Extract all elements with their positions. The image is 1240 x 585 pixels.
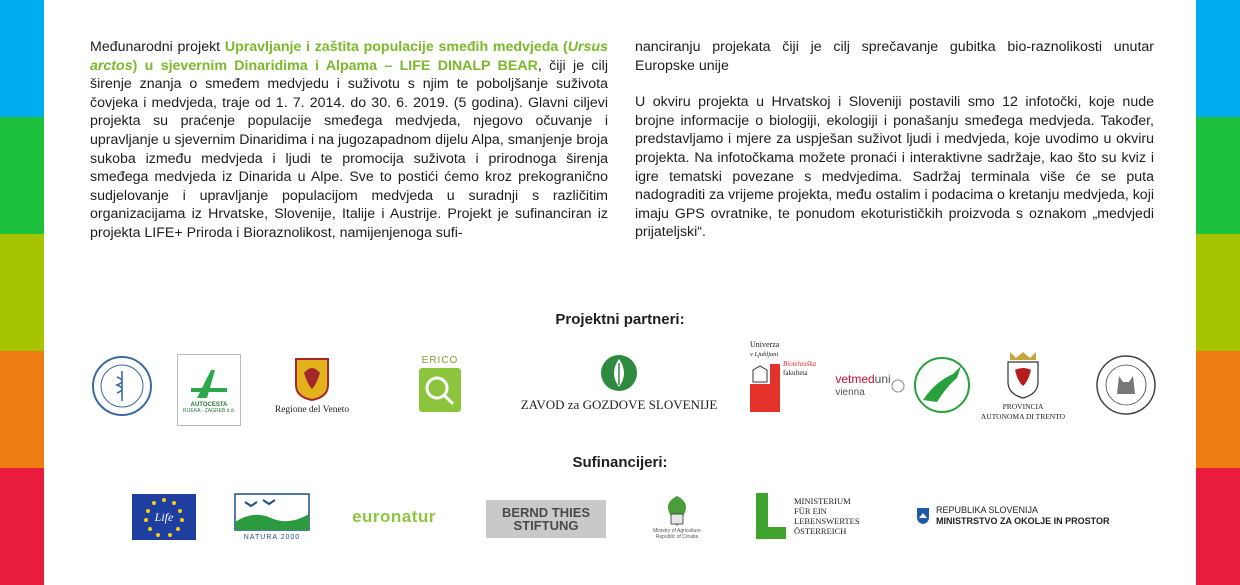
project-intro-paragraph — [90, 38, 608, 243]
band-blue — [1196, 0, 1240, 117]
austria-line2: FÜR EIN — [794, 506, 827, 516]
lynx-project-logo — [1094, 353, 1158, 417]
austria-line1: MINISTERIUM — [794, 496, 851, 506]
agriculture-ministry-logo — [640, 488, 714, 546]
seal-icon — [91, 355, 153, 417]
thies-line2: STIFTUNG — [513, 518, 579, 533]
infopoints-paragraph: U okviru projekta u Hrvatskoj i Sloveniji postavili smo 12 infotočki, koje nude brojne informacije o biologiji, ekologiji i ponašanju smeđega medvjeda. Također, predstavljamo i mjere za uspješan suživot ljudi i medvjeda, koje uvodimo u okviru projekta. Na infotočkama možete pronaći i interaktivne sadržaje, kao što su kviz i igre tematski povezane s medvjedima. Sadržaj terminala više će se puta nadograditi za vrijeme projekta, među ostalim i podacima o kretanju medvjeda, koji imaju GPS ovratnike, te ponudom ekoturističkih proizvoda s oznakom „medvjedi prijateljski“. — [635, 94, 1154, 241]
project-title-part: Upravljanje i zaštita populacije smeđih medvjeda ( — [224, 39, 568, 55]
birds-landscape-icon — [233, 492, 311, 532]
natura-label: NATURA 2000 — [243, 533, 301, 541]
uni-line2: v Ljubljani — [750, 351, 779, 358]
ministry-emblem-icon — [661, 494, 693, 528]
autoceste-logo — [177, 354, 241, 426]
eu-paragraph: nanciranju projekata čiji je cilj sprečavanje gubitka bio-raznolikosti unutar Europske unije — [635, 39, 1154, 74]
autoceste-sub: RIJEKA - ZAGREB d.d. — [183, 408, 235, 414]
euronatur-logo — [334, 504, 454, 530]
ljubljana-biotech-logo — [750, 340, 816, 420]
band-blue — [0, 0, 44, 117]
slovenia-line1: REPUBLIKA SLOVENIJA — [936, 505, 1039, 515]
slovenia-ministry-logo — [916, 502, 1136, 530]
zgs-logo — [514, 350, 724, 416]
band-red — [1196, 468, 1240, 585]
deer-icon — [913, 356, 971, 414]
lynx-icon — [1095, 354, 1157, 416]
text-column-left — [90, 38, 608, 243]
autoceste-name: AUTOCESTA — [190, 402, 228, 408]
lion-shield-icon — [294, 357, 330, 401]
road-icon — [187, 366, 231, 402]
slovenia-coat-icon — [916, 507, 930, 525]
austria-line4: ÖSTERREICH — [794, 526, 847, 536]
trento-line2: AUTONOMA DI TRENTO — [980, 412, 1066, 421]
uni-red-text: Biotehniška — [783, 360, 817, 368]
erico-name: ERICO — [421, 354, 459, 366]
association-seal-logo — [90, 352, 154, 420]
zgs-name: ZAVOD za GOZDOVE SLOVENIJE — [520, 397, 718, 412]
trento-logo — [978, 346, 1068, 426]
band-red — [0, 468, 44, 585]
intro-body-text: , čiji je cilj širenje znanja o smeđem medvjedu i suživotu s njim te poboljšanje suživota čovjeka i medvjeda, traje od 1. 7. 2014. do 30. 6. 2019. (5 godina). Glavni ciljevi projekta su praćenje populacije smeđega medvjeda, njegovo očuvanje i upravljanje u sjevernim Dinaridima i na jugozapadnom dijelu Alpa, smanjenje broja sukoba između medvjeda i ljudi te promocija suživota i prirodnoga širenja smeđega medvjeda iz Dinarida u Alpe. Sve to postići ćemo kroz prekogranično sudjelovanje i upravljanje populacijom medvjeda u suradnji s različitim organizacijama iz Hrvatske, Slovenije, Italije i Austrije. Projekt je sufinanciran iz projekta LIFE+ Priroda i Bioraznolikost, namijenjenoga sufi- — [90, 57, 608, 241]
band-orange — [0, 351, 44, 468]
austria-line3: LEBENSWERTES — [794, 516, 860, 526]
band-green — [1196, 117, 1240, 234]
euronatur-label: euronatur — [352, 507, 436, 526]
deer-logo — [912, 354, 972, 416]
band-lime — [1196, 234, 1240, 351]
partners-heading: Projektni partneri: — [555, 311, 685, 328]
natura2000-logo — [232, 488, 312, 544]
veneto-logo — [266, 350, 358, 422]
leaf-icon — [417, 366, 463, 418]
content-page — [44, 0, 1196, 585]
veneto-name: Regione del Veneto — [274, 405, 350, 415]
uni-red-block — [750, 364, 780, 412]
austria-ministry-icon — [754, 491, 788, 541]
band-lime — [0, 234, 44, 351]
building-icon — [750, 364, 770, 384]
trento-line1: PROVINCIA — [1002, 402, 1044, 411]
vetmed-circle-icon — [891, 379, 905, 393]
intro-text: Međunarodni projekt — [90, 39, 225, 55]
vetmed-a: vetmed — [835, 372, 875, 386]
bernd-thies-logo — [486, 500, 606, 538]
vetmed-b: uni — [874, 372, 891, 386]
life-label: Life — [154, 509, 174, 524]
project-title-part: ) u sjevernim Dinaridima i Alpama – LIFE DINALP BEAR — [132, 57, 538, 74]
band-green — [0, 117, 44, 234]
agri-line1: Ministry of Agriculture — [653, 528, 701, 534]
uni-line1: Univerza — [750, 340, 780, 349]
uni-line3: fakulteta — [783, 369, 808, 377]
austria-ministry-logo — [754, 488, 884, 544]
forest-leaf-icon — [599, 353, 639, 393]
agri-line2: Republic of Croatia — [655, 534, 699, 540]
slovenia-line2: MINISTRSTVO ZA OKOLJE IN PROSTOR — [936, 516, 1110, 526]
text-column-right — [635, 38, 1154, 242]
erico-logo — [414, 348, 466, 424]
latin-name: Ursus arctos — [90, 39, 608, 74]
vetmed-c: vienna — [835, 387, 865, 398]
eu-life-logo — [132, 494, 196, 540]
thies-line1: BERND THIES — [501, 505, 591, 520]
vetmeduni-logo — [824, 358, 916, 414]
cofinanciers-heading: Sufinancijeri: — [572, 454, 668, 471]
eagle-shield-icon — [1004, 350, 1042, 400]
band-orange — [1196, 351, 1240, 468]
